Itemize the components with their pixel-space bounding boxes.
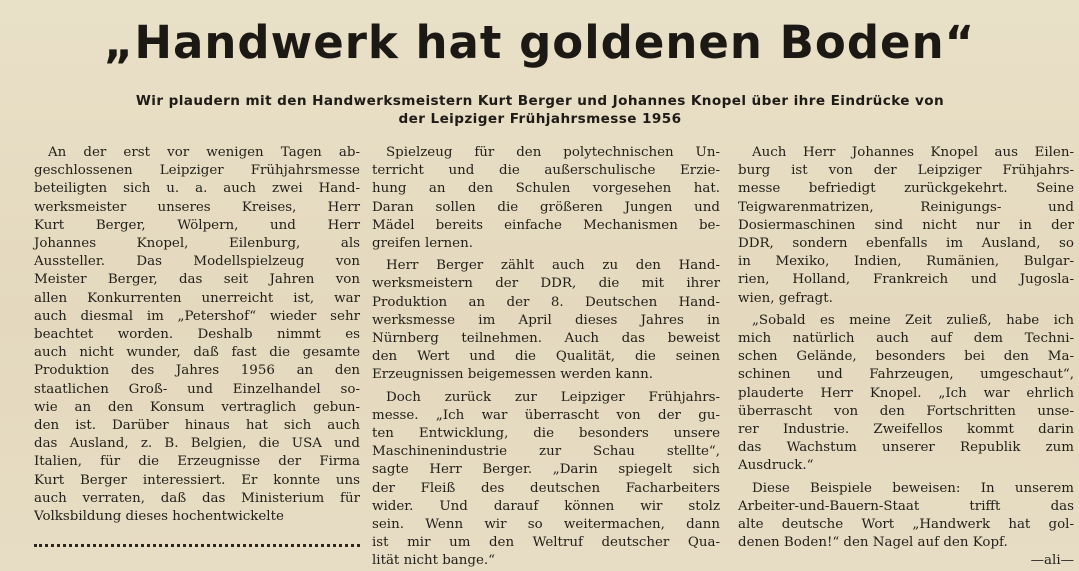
text-line: Aussteller. Das Modellspielzeug von [34, 254, 360, 270]
text-line: auch nicht wunder, daß fast die gesamte [34, 345, 360, 361]
text-line: sagte Herr Berger. „Darin spiegelt sich [372, 462, 720, 478]
text-line: Spielzeug für den polytechnischen Un- [386, 145, 720, 160]
text-line: Arbeiter-und-Bauern-Staat trifft das [738, 498, 1074, 514]
text-line: messe befriedigt zurückgekehrt. Seine [738, 181, 1074, 197]
text-line: rien, Holland, Frankreich und Jugosla- [738, 272, 1074, 288]
text-line: beachtet worden. Deshalb nimmt es [34, 327, 360, 343]
text-line: Volksbildung dieses hochentwickelte [34, 509, 284, 525]
text-line: lität nicht bange.“ [372, 553, 496, 569]
text-line: Johannes Knopel, Eilenburg, als [34, 236, 360, 252]
subheadline-line-2: der Leipziger Frühjahrsmesse 1956 [398, 111, 682, 127]
text-line: Produktion des Jahres 1956 an den [34, 363, 360, 379]
text-line: beteiligten sich u. a. auch zwei Hand- [34, 181, 360, 197]
text-line: werksmeistern der DDR, die mit ihrer [372, 276, 720, 292]
text-line: ten Entwicklung, die besonders unsere [372, 426, 720, 442]
text-line: Kurt Berger, Wölpern, und Herr [34, 217, 360, 233]
text-line: alte deutsche Wort „Handwerk hat gol- [738, 517, 1074, 533]
text-line: Daran sollen die größeren Jungen und [372, 199, 720, 215]
text-line: Teigwarenmatrizen, Reinigungs- und [738, 199, 1074, 215]
subheadline-line-1: Wir plaudern mit den Handwerksmeistern Kurt Berger und Johannes Knopel über ihre Eindrücke von [135, 93, 945, 109]
text-line: staatlichen Groß- und Einzelhandel so- [34, 381, 360, 397]
text-line: hung an den Schulen vorgesehen hat. [372, 181, 720, 197]
text-line: Auch Herr Johannes Knopel aus Eilen- [752, 145, 1074, 160]
text-line: Dosiermaschinen sind nicht nur in der [738, 217, 1074, 233]
text-line: DDR, sondern ebenfalls im Ausland, so [738, 236, 1074, 252]
text-line: Ausdruck.“ [738, 458, 814, 474]
text-line: mich natürlich auch auf dem Techni- [738, 331, 1074, 347]
text-line: Doch zurück zur Leipziger Frühjahrs- [386, 389, 720, 405]
text-line: rer Industrie. Zweifellos kommt darin [738, 422, 1074, 438]
article-column-3 [738, 144, 1074, 571]
text-line: allen Konkurrenten unerreicht ist, war [34, 290, 360, 306]
text-line: überrascht von den Fortschritten unse- [738, 403, 1074, 419]
author-signature: —ali— [1030, 553, 1074, 569]
headline: „Handwerk hat goldenen Boden“ [103, 16, 976, 69]
text-line: greifen lernen. [372, 236, 473, 252]
text-line: in Mexiko, Indien, Rumänien, Bulgar- [738, 254, 1074, 270]
article-column-2 [372, 144, 720, 571]
text-line: geschlossenen Leipziger Frühjahrsmesse [34, 163, 360, 179]
text-line: den Wert und die Qualität, die seinen [372, 349, 720, 365]
text-line: Herr Berger zählt auch zu den Hand- [386, 258, 720, 274]
article-column-1 [34, 144, 360, 526]
text-line: schinen und Fahrzeugen, umgeschaut“, [738, 367, 1074, 383]
subheadline [20, 92, 1060, 128]
text-line: terricht und die außerschulische Erzie- [372, 163, 720, 179]
text-line: Kurt Berger interessiert. Er konnte uns [34, 472, 360, 488]
text-line: An der erst vor wenigen Tagen ab- [48, 145, 360, 160]
text-line: wien, gefragt. [738, 290, 833, 306]
text-line: Meister Berger, das seit Jahren von [34, 272, 360, 288]
text-line: schen Gelände, besonders bei den Ma- [738, 349, 1074, 365]
text-line: burg ist von der Leipziger Frühjahrs- [738, 163, 1074, 179]
text-line: werksmeister unseres Kreises, Herr [34, 199, 360, 215]
text-line: den ist. Darüber hinaus hat sich auch [34, 418, 360, 434]
text-line: Maschinenindustrie zur Schau stellte“, [372, 444, 720, 460]
text-line: auch verraten, daß das Ministerium für [34, 490, 360, 506]
text-line: Erzeugnissen beigemessen werden kann. [372, 367, 654, 383]
text-line: denen Boden!“ den Nagel auf den Kopf. [738, 535, 1008, 551]
text-line: „Sobald es meine Zeit zuließ, habe ich [752, 312, 1074, 328]
text-line: auch diesmal im „Petershof“ wieder sehr [34, 308, 360, 324]
text-line: werksmesse im April dieses Jahres in [372, 312, 720, 328]
column-end-rule [34, 544, 360, 547]
text-line: wider. Und darauf können wir stolz [372, 498, 720, 514]
text-line: messe. „Ich war überrascht von der gu- [372, 407, 720, 423]
text-line: wie an den Konsum vertraglich gebun- [34, 399, 360, 415]
text-line: Produktion an der 8. Deutschen Hand- [372, 294, 720, 310]
text-line: ist mir um den Weltruf deutscher Qua- [372, 535, 720, 551]
text-line: Diese Beispiele beweisen: In unserem [752, 480, 1074, 496]
text-line: plauderte Herr Knopel. „Ich war ehrlich [738, 385, 1074, 401]
text-line: das Wachstum unserer Republik zum [738, 440, 1074, 456]
text-line: Italien, für die Erzeugnisse der Firma [34, 454, 360, 470]
text-line: Nürnberg teilnehmen. Auch das beweist [372, 331, 720, 347]
text-line: das Ausland, z. B. Belgien, die USA und [34, 436, 360, 452]
text-line: Mädel bereits einfache Mechanismen be- [372, 217, 720, 233]
text-line: der Fleiß des deutschen Facharbeiters [372, 480, 720, 496]
text-line: sein. Wenn wir so weitermachen, dann [372, 517, 720, 533]
